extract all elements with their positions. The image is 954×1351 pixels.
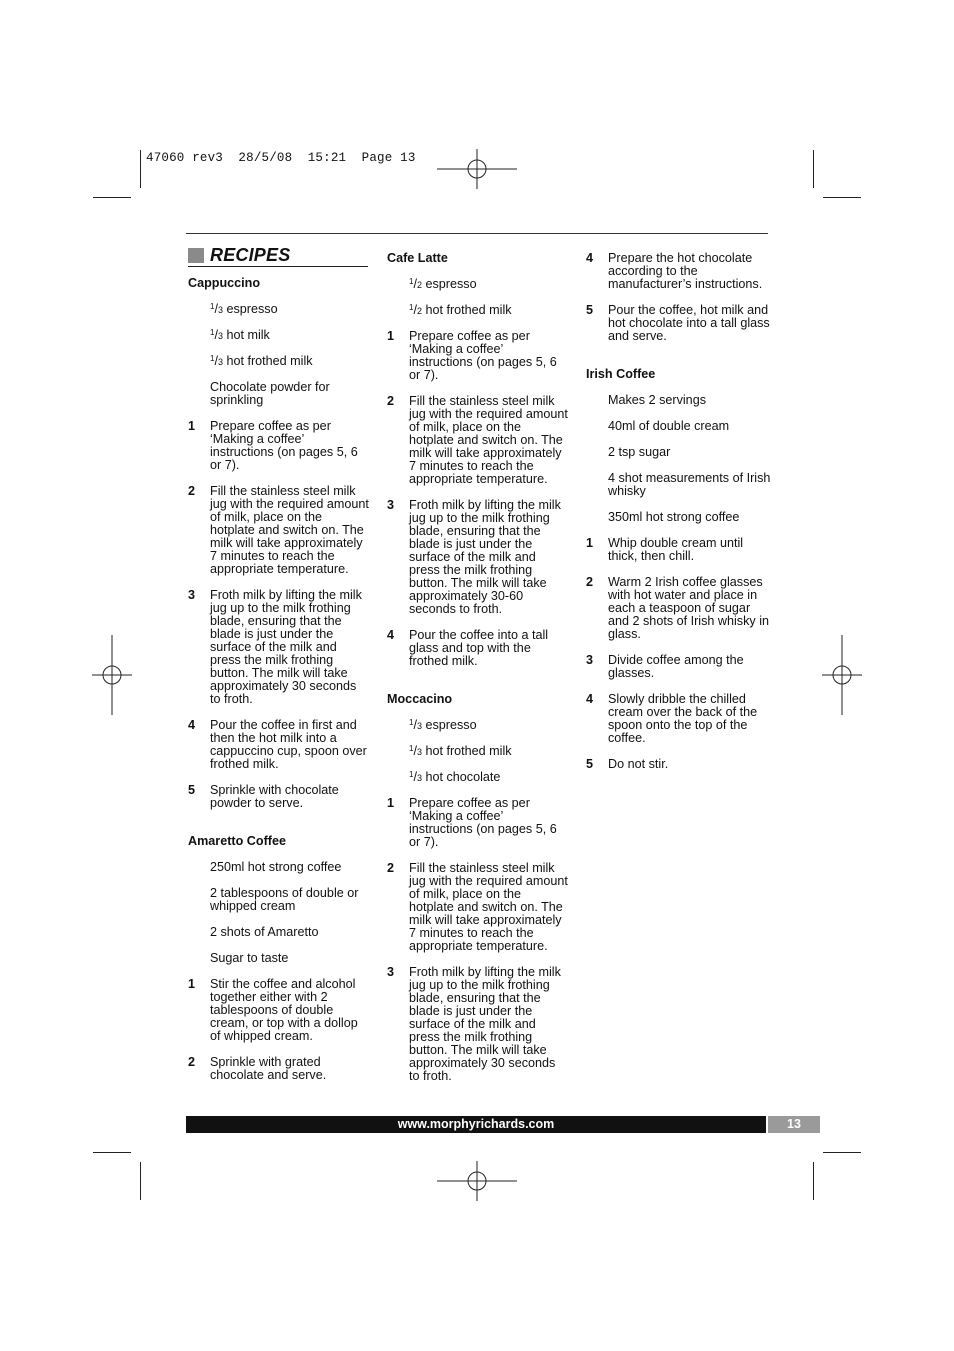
section-marker-icon [188,248,204,263]
registration-mark-icon [437,1161,517,1201]
step-number: 3 [586,653,594,667]
ingredient-item: $^1$/2 espresso [409,277,477,291]
step-number: 2 [188,1055,196,1069]
step-text: Froth milk by lifting the milk jug up to the milk frothing blade, ensuring that the blade is just under the surface of the milk and press the milk frothing button. The milk will take approximately 30 seconds to froth. [409,965,561,1083]
step-item [188,485,370,576]
recipe-title-cappuccino: Cappuccino [188,276,261,290]
step-number: 2 [387,394,395,408]
ingredient-item: $^1$/2 hot frothed milk [409,303,512,317]
page-number-box [768,1116,820,1133]
step-item [387,797,569,849]
step-text: Stir the coffee and alcohol together either with 2 tablespoons of double cream, or top with a dollop of whipped cream. [210,977,358,1043]
step-text: Pour the coffee in first and then the hot milk into a cappuccino cup, spoon over frothed milk. [210,718,367,771]
step-number: 1 [387,796,395,810]
ingredient-item: 2 shots of Amaretto [210,925,319,939]
ingredient-item: Chocolate powder for sprinkling [210,380,330,407]
step-text: Fill the stainless steel milk jug with the required amount of milk, place on the hotplate and switch on. The milk will take approximately 7 minutes to reach the appropriate temperature. [409,861,568,953]
step-item [387,966,569,1083]
recipe-title-amaretto: Amaretto Coffee [188,834,286,848]
step-number: 1 [188,419,196,433]
ingredient-item: 250ml hot strong coffee [210,860,342,874]
top-rule [186,233,768,234]
step-item [387,629,569,668]
step-item [387,395,569,486]
ingredient-item: $^1$/3 hot frothed milk [409,744,512,758]
step-item [188,589,370,706]
crop-mark [823,1152,861,1153]
ingredient-item: 2 tablespoons of double or whipped cream [210,886,359,913]
step-item [586,693,771,745]
step-number: 4 [387,628,395,642]
column-1 [188,246,370,1095]
crop-mark [813,150,814,188]
website-link[interactable]: www.morphyrichards.com [397,1117,555,1131]
recipe-title-irish-coffee: Irish Coffee [586,367,656,381]
step-number: 1 [387,329,395,343]
step-number: 3 [387,965,395,979]
step-number: 3 [188,588,196,602]
ingredient-item: $^1$/3 hot frothed milk [210,354,313,368]
step-number: 2 [586,575,594,589]
step-item [387,499,569,616]
step-text: Froth milk by lifting the milk jug up to the milk frothing blade, ensuring that the blade is just under the surface of the milk and press the milk frothing button. The milk will take approximately 30 seconds to froth. [210,588,362,706]
recipe-title-cafe-latte: Cafe Latte [387,251,448,265]
step-text: Whip double cream until thick, then chill. [608,536,744,563]
print-slug: 47060 rev3 28/5/08 15:21 Page 13 [146,151,416,165]
crop-mark [140,1162,141,1200]
step-number: 2 [387,861,395,875]
ingredient-item: Sugar to taste [210,951,289,965]
recipe-title-moccacino: Moccacino [387,692,453,706]
step-number: 5 [188,783,196,797]
step-number: 5 [586,303,594,317]
ingredient-item: $^1$/3 espresso [210,302,278,316]
step-item [188,1056,370,1082]
crop-mark [140,150,141,188]
crop-mark [93,1152,131,1153]
step-text: Sprinkle with grated chocolate and serve. [210,1055,327,1082]
step-text: Froth milk by lifting the milk jug up to the milk frothing blade, ensuring that the blade is just under the surface of the milk and press the milk frothing button. The milk will take approximately 30-60 seconds to froth. [409,498,561,616]
step-number: 4 [586,692,594,706]
step-text: Pour the coffee, hot milk and hot chocolate into a tall glass and serve. [608,303,770,343]
step-item [188,420,370,472]
step-text: Prepare the hot chocolate according to the manufacturer’s instructions. [608,251,763,291]
step-item [586,758,771,771]
registration-mark-icon [92,635,132,715]
footer-bar [186,1116,766,1133]
step-text: Pour the coffee into a tall glass and top with the frothed milk. [409,628,549,668]
step-item [387,862,569,953]
column-2 [387,252,569,1096]
step-item [586,576,771,641]
step-item [188,784,370,810]
step-text: Sprinkle with chocolate powder to serve. [210,783,339,810]
crop-mark [823,197,861,198]
section-header [188,246,368,267]
step-item [387,330,569,382]
ingredient-item: Makes 2 servings [608,393,706,407]
registration-mark-icon [822,635,862,715]
step-number: 1 [586,536,594,550]
step-text: Prepare coffee as per ‘Making a coffee’ instructions (on pages 5, 6 or 7). [210,419,358,472]
step-item [586,304,771,343]
step-text: Prepare coffee as per ‘Making a coffee’ instructions (on pages 5, 6 or 7). [409,329,557,382]
step-text: Do not stir. [608,757,669,771]
step-text: Fill the stainless steel milk jug with the required amount of milk, place on the hotplate and switch on. The milk will take approximately 7 minutes to reach the appropriate temperature. [409,394,568,486]
registration-mark-icon [437,149,517,189]
crop-mark [813,1162,814,1200]
section-title: RECIPES [210,245,291,265]
ingredient-item: 4 shot measurements of Irish whisky [608,471,771,498]
ingredient-item: 350ml hot strong coffee [608,510,740,524]
step-number: 4 [188,718,196,732]
step-number: 5 [586,757,594,771]
ingredient-item: $^1$/3 espresso [409,718,477,732]
step-item [188,719,370,771]
ingredient-item: 40ml of double cream [608,419,730,433]
ingredient-item: $^1$/3 hot milk [210,328,270,342]
step-item [586,252,771,291]
step-item [586,537,771,563]
ingredient-item: $^1$/3 hot chocolate [409,770,501,784]
step-number: 2 [188,484,196,498]
step-text: Prepare coffee as per ‘Making a coffee’ instructions (on pages 5, 6 or 7). [409,796,557,849]
step-text: Fill the stainless steel milk jug with the required amount of milk, place on the hotplate and switch on. The milk will take approximately 7 minutes to reach the appropriate temperature. [210,484,369,576]
step-number: 4 [586,251,594,265]
page-number: 13 [787,1117,801,1131]
ingredient-item: 2 tsp sugar [608,445,671,459]
step-number: 3 [387,498,395,512]
step-item [188,978,370,1043]
step-text: Slowly dribble the chilled cream over the back of the spoon onto the top of the coffee. [608,692,758,745]
crop-mark [93,197,131,198]
column-3 [586,252,771,784]
step-item [586,654,771,680]
step-number: 1 [188,977,196,991]
step-text: Divide coffee among the glasses. [608,653,744,680]
step-text: Warm 2 Irish coffee glasses with hot water and place in each a teaspoon of sugar and 2 shots of Irish whisky in glass. [608,575,769,641]
